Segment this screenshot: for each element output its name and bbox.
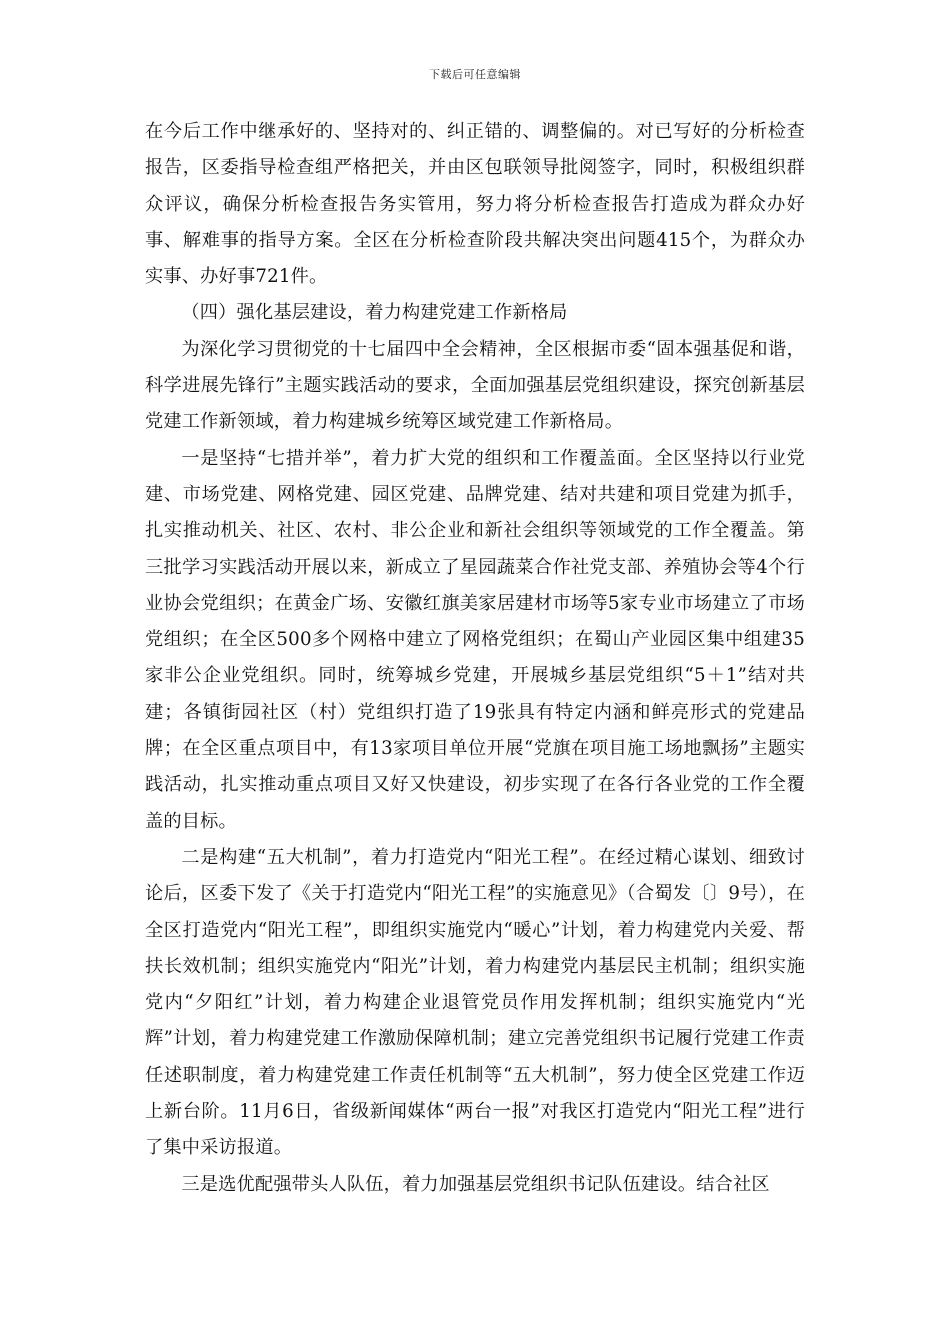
page-header-note: 下载后可任意编辑	[429, 68, 521, 81]
document-body	[145, 114, 805, 1203]
paragraph-intro: 为深化学习贯彻党的十七届四中全会精神，全区根据市委“固本强基促和谐，科学进展先锋行”主题实践活动的要求，全面加强基层党组织建设，探究创新基层党建工作新领域，着力构建城乡统筹区域党建工作新格局。	[145, 338, 805, 433]
paragraph-continuation: 在今后工作中继承好的、坚持对的、纠正错的、调整偏的。对已写好的分析检查报告，区委指导检查组严格把关，并由区包联领导批阅签字，同时，积极组织群众评议，确保分析检查报告务实管用，努力将分析检查报告打造成为群众办好事、解难事的指导方案。全区在分析检查阶段共解决突出问题415个，为群众办实事、办好事721件。	[145, 121, 805, 288]
paragraph-point-one: 一是坚持“七措并举”，着力扩大党的组织和工作覆盖面。全区坚持以行业党建、市场党建、网格党建、园区党建、品牌党建、结对共建和项目党建为抓手，扎实推动机关、社区、农村、非公企业和新社会组织等领域党的工作全覆盖。第三批学习实践活动开展以来，新成立了星园蔬菜合作社党支部、养殖协会等4个行业协会党组织；在黄金广场、安徽红旗美家居建材市场等5家专业市场建立了市场党组织；在全区500多个网格中建立了网格党组织；在蜀山产业园区集中组建35家非公企业党组织。同时，统筹城乡党建，开展城乡基层党组织“5＋1”结对共建；各镇街园社区（村）党组织打造了19张具有特定内涵和鲜亮形式的党建品牌；在全区重点项目中，有13家项目单位开展“党旗在项目施工场地飘扬”主题实践活动，扎实推动重点项目又好又快建设，初步实现了在各行各业党的工作全覆盖的目标。	[145, 447, 805, 832]
section-heading: （四）强化基层建设，着力构建党建工作新格局	[181, 302, 568, 324]
paragraph-point-two: 二是构建“五大机制”，着力打造党内“阳光工程”。在经过精心谋划、细致讨论后，区委下发了《关于打造党内“阳光工程”的实施意见》（合蜀发〔〕9号），在全区打造党内“阳光工程”，即组织实施党内“暖心”计划，着力构建党内关爱、帮扶长效机制；组织实施党内“阳光”计划，着力构建党内基层民主机制；组织实施党内“夕阳红”计划，着力构建企业退管党员作用发挥机制；组织实施党内“光辉”计划，着力构建党建工作激励保障机制；建立完善党组织书记履行党建工作责任述职制度，着力构建党建工作责任机制等“五大机制”，努力使全区党建工作迈上新台阶。11月6日，省级新闻媒体“两台一报”对我区打造党内“阳光工程”进行了集中采访报道。	[145, 846, 805, 1159]
paragraph-point-three: 三是选优配强带头人队伍，着力加强基层党组织书记队伍建设。结合社区	[181, 1173, 770, 1195]
